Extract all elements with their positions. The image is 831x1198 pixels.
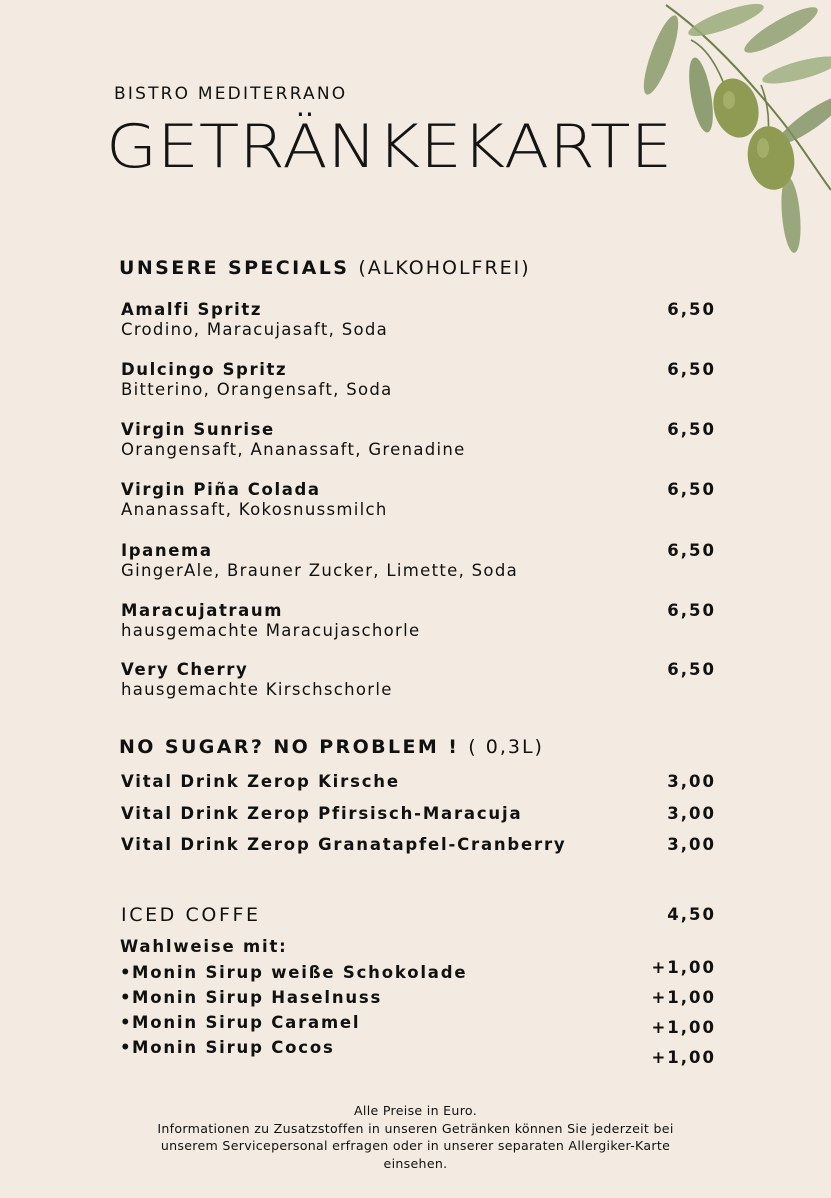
list-item [121, 360, 716, 400]
restaurant-name: BISTRO MEDITERRANO [114, 84, 348, 104]
nosugar-heading-bold: NO SUGAR? NO PROBLEM ! [119, 736, 460, 758]
item-name: Virgin Piña Colada [121, 480, 321, 499]
list-item [121, 772, 716, 791]
item-name: Vital Drink Zerop Granatapfel-Cranberry [121, 835, 567, 854]
item-price: 6,50 [667, 360, 716, 379]
item-name: Very Cherry [121, 660, 249, 679]
list-item [121, 420, 716, 460]
specials-heading-light: (ALKOHOLFREI) [358, 257, 531, 279]
item-price: 3,00 [667, 804, 716, 823]
list-item: • Monin Sirup Caramel [132, 1013, 360, 1032]
item-price: 6,50 [667, 541, 716, 560]
iced-coffee-heading: ICED COFFE [121, 904, 261, 926]
nosugar-heading-light: ( 0,3L) [468, 736, 544, 758]
item-description: GingerAle, Brauner Zucker, Limette, Soda [121, 561, 519, 580]
item-price: 6,50 [667, 480, 716, 499]
item-name: Dulcingo Spritz [121, 360, 288, 379]
footer-note [100, 1102, 731, 1172]
page-title: GETRÄNKEKARTE [106, 112, 673, 182]
list-item: • Monin Sirup weiße Schokolade [132, 963, 467, 982]
footer-line: unserem Servicepersonal erfragen oder in unserer separaten Allergiker-Karte [160, 1138, 671, 1153]
list-item [121, 601, 716, 641]
item-name: Amalfi Spritz [121, 300, 263, 319]
list-item: • Monin Sirup Haselnuss [132, 988, 382, 1007]
item-name: Ipanema [121, 541, 213, 560]
footer-line: einsehen. [383, 1155, 448, 1171]
list-item [121, 835, 716, 854]
item-price: 6,50 [667, 300, 716, 319]
item-price: +1,00 [651, 958, 716, 977]
iced-coffee-price: 4,50 [667, 905, 716, 924]
item-description: hausgemachte Kirschschorle [121, 680, 393, 699]
item-name: Virgin Sunrise [121, 420, 275, 439]
nosugar-heading [119, 736, 544, 758]
item-name: Vital Drink Zerop Kirsche [121, 772, 400, 791]
list-item [121, 804, 716, 823]
item-description: Orangensaft, Ananassaft, Grenadine [121, 440, 466, 459]
item-price: 3,00 [667, 835, 716, 854]
list-item [121, 480, 716, 520]
item-name: Vital Drink Zerop Pfirsisch-Maracuja [121, 804, 523, 823]
item-price: 6,50 [667, 660, 716, 679]
list-item [121, 541, 716, 581]
item-price: +1,00 [651, 1048, 716, 1067]
item-description: Ananassaft, Kokosnussmilch [121, 500, 388, 519]
item-price: 6,50 [667, 601, 716, 620]
item-description: Crodino, Maracujasaft, Soda [121, 320, 389, 339]
iced-coffee-subheading: Wahlweise mit: [120, 937, 288, 956]
list-item [121, 300, 716, 340]
item-price: 6,50 [667, 420, 716, 439]
item-description: hausgemachte Maracujaschorle [121, 621, 421, 640]
item-price: +1,00 [651, 1018, 716, 1037]
list-item [121, 660, 716, 700]
item-price: +1,00 [651, 988, 716, 1007]
item-name: Maracujatraum [121, 601, 284, 620]
footer-line: Informationen zu Zusatzstoffen in unseren Getränken können Sie jederzeit bei [157, 1120, 674, 1136]
item-price: 3,00 [667, 772, 716, 791]
specials-heading-bold: UNSERE SPECIALS [119, 257, 350, 279]
list-item: • Monin Sirup Cocos [132, 1038, 335, 1057]
specials-heading [119, 257, 531, 279]
footer-line: Alle Preise in Euro. [353, 1103, 477, 1118]
item-description: Bitterino, Orangensaft, Soda [121, 380, 393, 399]
